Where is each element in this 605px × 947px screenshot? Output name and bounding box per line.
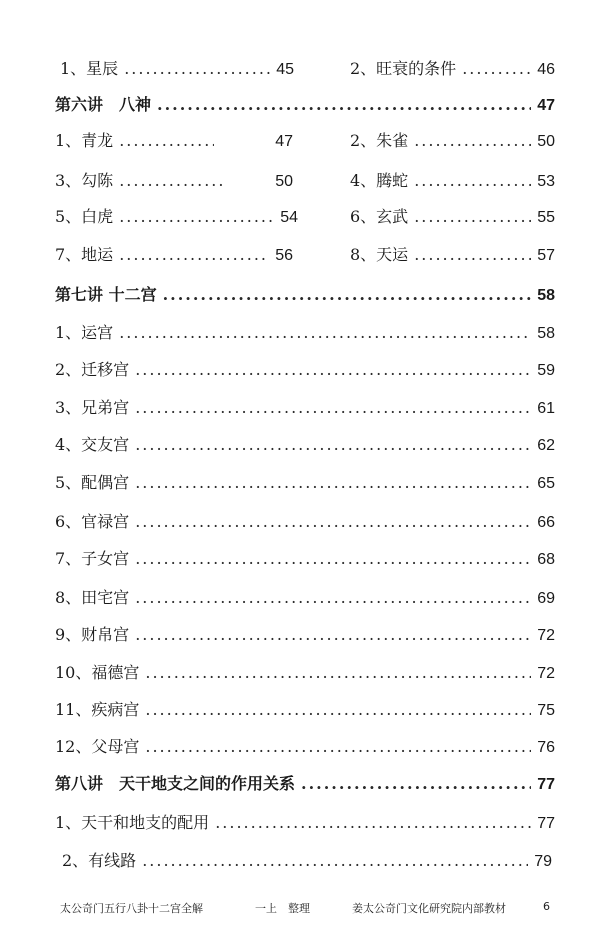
toc-entry-label: 5、配偶宫	[55, 473, 130, 492]
toc-entry	[55, 432, 555, 456]
footer-page-number: 6	[543, 900, 550, 913]
toc-entry	[55, 470, 555, 494]
toc-entry	[55, 734, 555, 758]
toc-entry-label: 2、朱雀	[350, 131, 409, 150]
toc-page-number: 57	[537, 247, 555, 264]
toc-entry	[60, 56, 294, 80]
toc-entry-label: 2、旺衰的条件	[350, 59, 457, 78]
toc-entry-label: 7、地运	[55, 245, 114, 264]
toc-page-number: 54	[280, 209, 298, 226]
toc-entry-label: 11、疾病宫	[55, 700, 140, 719]
toc-page-number: 62	[537, 437, 555, 454]
toc-entry	[55, 810, 555, 834]
toc-page-number: 47	[537, 97, 555, 114]
toc-leader-dots	[414, 207, 531, 226]
toc-entry	[55, 585, 555, 609]
toc-entry	[55, 697, 555, 721]
toc-leader-dots	[119, 171, 224, 190]
chapter-title: 第七讲 十二宫	[55, 285, 157, 304]
toc-page-number: 75	[537, 702, 555, 719]
toc-page-number: 45	[276, 61, 294, 78]
toc-page-number: 56	[275, 247, 293, 264]
toc-page-number: 72	[537, 665, 555, 682]
toc-entry	[55, 509, 555, 533]
chapter-title: 第六讲 八神	[55, 95, 152, 114]
toc-leader-dots	[135, 473, 531, 492]
toc-page-number: 58	[537, 325, 555, 342]
toc-entry-label: 4、交友宫	[55, 435, 130, 454]
toc-page-number: 68	[537, 551, 555, 568]
toc-entry	[55, 660, 555, 684]
toc-entry	[62, 848, 552, 872]
toc-entry	[55, 128, 293, 152]
toc-leader-dots	[145, 663, 531, 682]
toc-page-number: 72	[537, 627, 555, 644]
toc-entry	[55, 546, 555, 570]
toc-leader-dots	[119, 207, 274, 226]
toc-entry-label: 1、运宫	[55, 323, 114, 342]
toc-leader-dots	[135, 549, 531, 568]
toc-entry-label: 2、有线路	[62, 851, 137, 870]
footer-institute: 姜太公奇门文化研究院内部教材	[352, 902, 506, 915]
toc-entry-label: 3、兄弟宫	[55, 398, 130, 417]
toc-page-number: 79	[534, 853, 552, 870]
footer-editor: 一上 整理	[255, 902, 310, 915]
toc-chapter-heading	[55, 771, 555, 795]
toc-leader-dots	[157, 95, 531, 114]
toc-entry-label: 8、天运	[350, 245, 409, 264]
toc-leader-dots	[135, 435, 531, 454]
footer-book-title: 太公奇门五行八卦十二宫全解	[60, 902, 203, 915]
toc-leader-dots	[135, 398, 531, 417]
toc-entry	[350, 204, 555, 228]
toc-page-number: 53	[537, 173, 555, 190]
toc-entry	[55, 622, 555, 646]
toc-entry-label: 9、财帛宫	[55, 625, 130, 644]
toc-entry	[350, 168, 555, 192]
toc-entry	[55, 395, 555, 419]
toc-page-number: 59	[537, 362, 555, 379]
toc-page-number: 50	[275, 173, 293, 190]
toc-page-number: 61	[537, 400, 555, 417]
toc-page-number: 69	[537, 590, 555, 607]
toc-entry	[55, 204, 298, 228]
toc-entry-label: 7、子女宫	[55, 549, 130, 568]
toc-entry-label: 1、星辰	[60, 59, 119, 78]
toc-leader-dots	[142, 851, 528, 870]
toc-leader-dots	[215, 813, 531, 832]
toc-entry	[55, 357, 555, 381]
toc-entry-label: 2、迁移宫	[55, 360, 130, 379]
toc-page-number: 58	[537, 287, 555, 304]
toc-chapter-heading	[55, 282, 555, 306]
toc-leader-dots	[119, 245, 269, 264]
toc-entry-label: 12、父母宫	[55, 737, 140, 756]
toc-leader-dots	[163, 285, 532, 304]
toc-leader-dots	[414, 171, 531, 190]
toc-page-number: 77	[537, 815, 555, 832]
toc-entry	[350, 56, 555, 80]
toc-leader-dots	[145, 737, 531, 756]
toc-leader-dots	[135, 588, 531, 607]
toc-entry-label: 5、白虎	[55, 207, 114, 226]
toc-entry-label: 10、福德宫	[55, 663, 140, 682]
toc-page-number: 50	[537, 133, 555, 150]
toc-leader-dots	[145, 700, 531, 719]
toc-leader-dots	[414, 131, 531, 150]
toc-entry	[55, 242, 293, 266]
toc-page-number: 46	[537, 61, 555, 78]
toc-entry	[55, 320, 555, 344]
toc-entry	[350, 242, 555, 266]
toc-page-number: 47	[275, 133, 293, 150]
toc-entry	[350, 128, 555, 152]
toc-page-number: 76	[537, 739, 555, 756]
toc-leader-dots	[135, 512, 531, 531]
toc-leader-dots	[414, 245, 531, 264]
toc-page-number: 66	[537, 514, 555, 531]
toc-page-number: 65	[537, 475, 555, 492]
toc-leader-dots	[119, 131, 214, 150]
chapter-title: 第八讲 天干地支之间的作用关系	[55, 774, 296, 793]
toc-entry-label: 4、腾蛇	[350, 171, 409, 190]
toc-leader-dots	[135, 360, 531, 379]
toc-entry-label: 1、天干和地支的配用	[55, 813, 210, 832]
toc-leader-dots	[124, 59, 270, 78]
toc-entry-label: 6、玄武	[350, 207, 409, 226]
toc-leader-dots	[135, 625, 531, 644]
toc-entry-label: 1、青龙	[55, 131, 114, 150]
toc-page-number: 55	[537, 209, 555, 226]
toc-chapter-heading	[55, 92, 555, 116]
toc-leader-dots	[301, 774, 531, 793]
toc-leader-dots	[462, 59, 531, 78]
toc-entry-label: 6、官禄宫	[55, 512, 130, 531]
toc-entry-label: 8、田宅宫	[55, 588, 130, 607]
toc-page-number: 77	[537, 776, 555, 793]
toc-entry-label: 3、勾陈	[55, 171, 114, 190]
toc-entry	[55, 168, 293, 192]
toc-leader-dots	[119, 323, 531, 342]
